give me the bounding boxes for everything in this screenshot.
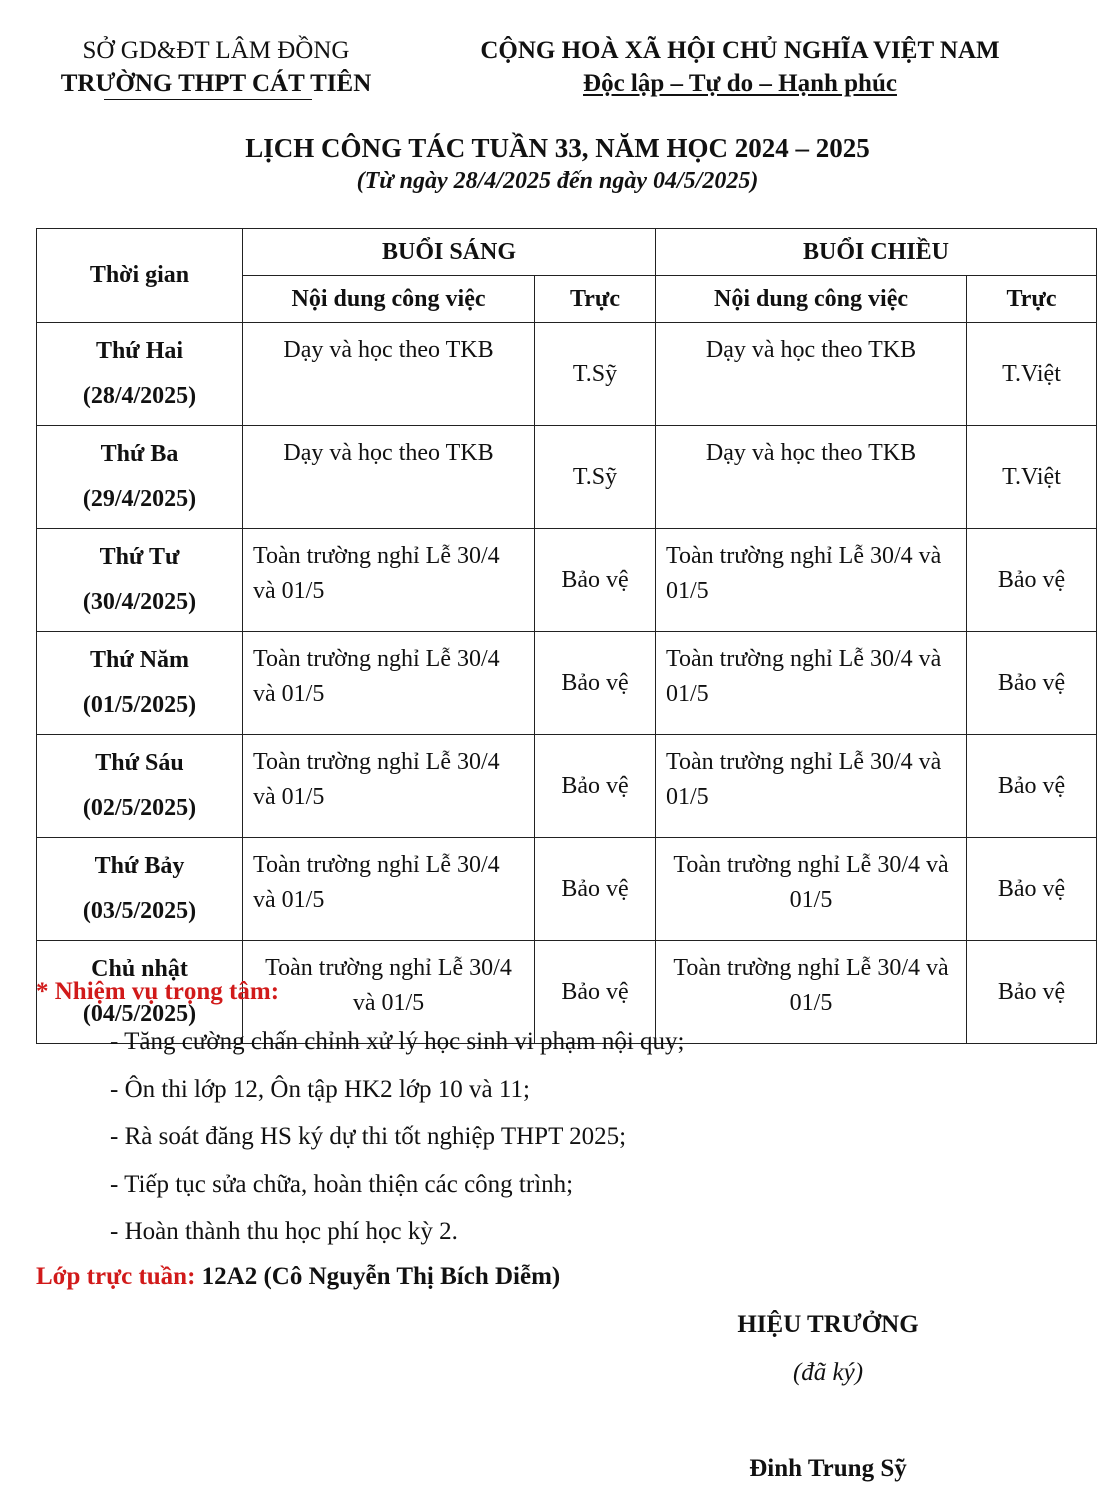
am-content: Toàn trường nghỉ Lễ 30/4 và 01/5	[243, 941, 535, 1044]
day-date: (29/4/2025)	[82, 486, 197, 512]
am-duty: Bảo vệ	[535, 735, 656, 838]
day-date: (04/5/2025)	[82, 1001, 197, 1027]
signatory-role: HIỆU TRƯỞNG	[737, 1311, 919, 1338]
day-date: (28/4/2025)	[82, 383, 197, 409]
pm-content: Toàn trường nghỉ Lễ 30/4 và 01/5	[656, 838, 967, 941]
col-header-pm-content: Nội dung công việc	[656, 276, 967, 323]
day-date: (30/4/2025)	[82, 589, 197, 615]
day-cell	[37, 632, 243, 735]
pm-duty: Bảo vệ	[967, 941, 1097, 1044]
list-item: - Tiếp tục sửa chữa, hoàn thiện các công trình;	[110, 1170, 574, 1198]
table-row	[37, 529, 1097, 632]
pm-duty: Bảo vệ	[967, 529, 1097, 632]
schedule-table	[36, 228, 1097, 1044]
duty-class-value: 12A2 (Cô Nguyễn Thị Bích Diễm)	[195, 1263, 561, 1290]
day-date: (01/5/2025)	[82, 692, 197, 718]
key-tasks-list	[110, 1018, 685, 1256]
list-item: - Hoàn thành thu học phí học kỳ 2.	[110, 1218, 458, 1245]
pm-duty: Bảo vệ	[967, 632, 1097, 735]
list-item: - Tăng cường chấn chỉnh xử lý học sinh vi phạm nội quy;	[110, 1028, 685, 1055]
duty-class-label: Lớp trực tuần:	[36, 1263, 196, 1290]
am-content: Toàn trường nghỉ Lễ 30/4 và 01/5	[243, 632, 535, 735]
pm-content: Toàn trường nghỉ Lễ 30/4 và 01/5	[656, 529, 967, 632]
col-header-pm-duty: Trực	[967, 276, 1097, 323]
day-cell	[37, 323, 243, 426]
table-row	[37, 838, 1097, 941]
pm-content: Dạy và học theo TKB	[656, 323, 967, 426]
list-item: - Ôn thi lớp 12, Ôn tập HK2 lớp 10 và 11;	[110, 1075, 530, 1103]
day-name: Thứ Ba	[100, 441, 179, 467]
day-cell	[37, 529, 243, 632]
page-title: LỊCH CÔNG TÁC TUẦN 33, NĂM HỌC 2024 – 2025	[245, 133, 870, 163]
am-content: Toàn trường nghỉ Lễ 30/4 và 01/5	[243, 529, 535, 632]
key-tasks-title: * Nhiệm vụ trọng tâm:	[36, 978, 280, 1005]
day-name: Thứ Bảy	[94, 853, 185, 879]
am-duty: Bảo vệ	[535, 632, 656, 735]
day-name: Chủ nhật	[91, 956, 188, 982]
pm-duty: Bảo vệ	[967, 735, 1097, 838]
date-range: (Từ ngày 28/4/2025 đến ngày 04/5/2025)	[356, 168, 759, 194]
header-right	[440, 34, 1040, 100]
signatory-name: Đinh Trung Sỹ	[749, 1455, 907, 1482]
am-content: Toàn trường nghỉ Lễ 30/4 và 01/5	[243, 735, 535, 838]
agency-name: SỞ GD&ĐT LÂM ĐỒNG	[82, 37, 350, 64]
table-row	[37, 426, 1097, 529]
am-content: Dạy và học theo TKB	[243, 323, 535, 426]
am-content: Dạy và học theo TKB	[243, 426, 535, 529]
am-duty: T.Sỹ	[535, 323, 656, 426]
am-duty: T.Sỹ	[535, 426, 656, 529]
am-duty: Bảo vệ	[535, 838, 656, 941]
col-header-morning: BUỔI SÁNG	[243, 229, 656, 276]
pm-duty: Bảo vệ	[967, 838, 1097, 941]
pm-duty: T.Việt	[967, 323, 1097, 426]
col-header-am-duty: Trực	[535, 276, 656, 323]
pm-content: Toàn trường nghỉ Lễ 30/4 và 01/5	[656, 735, 967, 838]
day-cell	[37, 426, 243, 529]
am-content: Toàn trường nghỉ Lễ 30/4 và 01/5	[243, 838, 535, 941]
list-item: - Rà soát đăng HS ký dự thi tốt nghiệp THPT 2025;	[110, 1123, 627, 1150]
pm-content: Toàn trường nghỉ Lễ 30/4 và 01/5	[656, 941, 967, 1044]
am-duty: Bảo vệ	[535, 941, 656, 1044]
day-date: (03/5/2025)	[82, 898, 197, 924]
signature-note: (đã ký)	[792, 1359, 864, 1386]
pm-content: Dạy và học theo TKB	[656, 426, 967, 529]
day-name: Thứ Sáu	[95, 750, 184, 776]
col-header-am-content: Nội dung công việc	[243, 276, 535, 323]
nation-name: CỘNG HOÀ XÃ HỘI CHỦ NGHĨA VIỆT NAM	[480, 37, 1000, 64]
day-cell	[37, 838, 243, 941]
day-cell	[37, 735, 243, 838]
table-row	[37, 632, 1097, 735]
pm-duty: T.Việt	[967, 426, 1097, 529]
pm-content: Toàn trường nghỉ Lễ 30/4 và 01/5	[656, 632, 967, 735]
national-motto: Độc lập – Tự do – Hạnh phúc	[583, 70, 897, 97]
header-left	[36, 34, 396, 100]
duty-class	[36, 1260, 560, 1294]
col-header-time: Thời gian	[37, 229, 243, 323]
day-name: Thứ Tư	[99, 544, 180, 570]
am-duty: Bảo vệ	[535, 529, 656, 632]
school-name: TRƯỜNG THPT CÁT TIÊN	[60, 70, 372, 97]
table-row	[37, 323, 1097, 426]
day-name: Thứ Năm	[89, 647, 190, 673]
col-header-afternoon: BUỔI CHIỀU	[656, 229, 1097, 276]
header-divider	[104, 99, 312, 100]
day-date: (02/5/2025)	[82, 795, 197, 821]
day-name: Thứ Hai	[95, 338, 184, 364]
table-row	[37, 735, 1097, 838]
